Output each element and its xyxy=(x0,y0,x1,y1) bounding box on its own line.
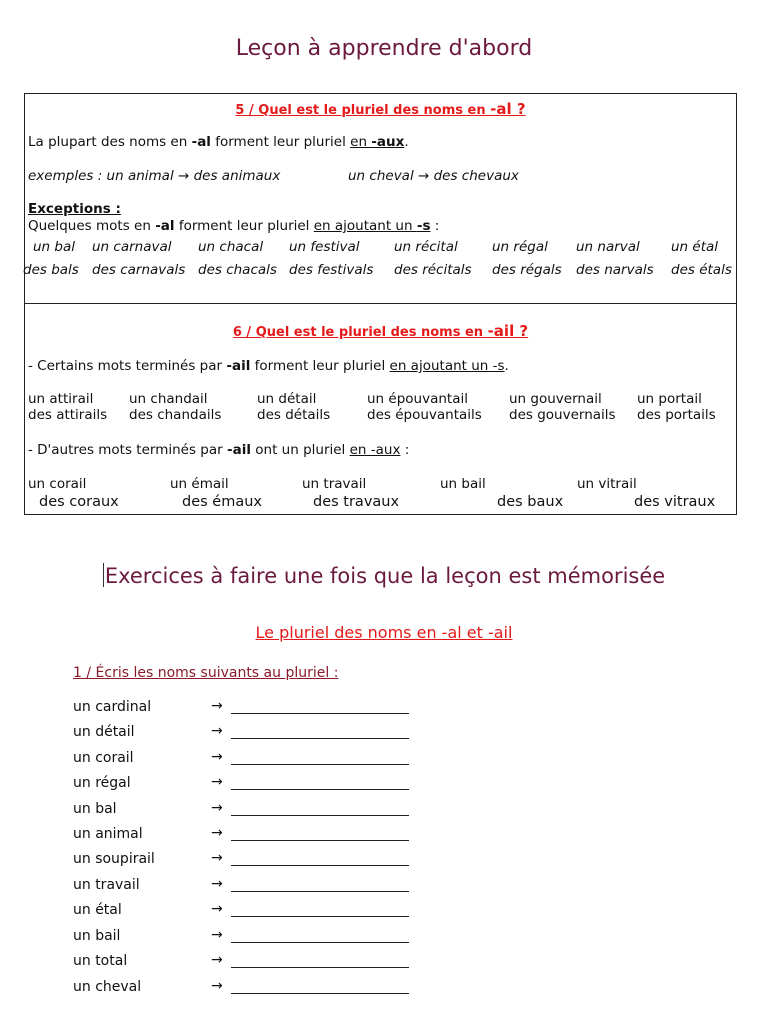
lesson-title: Leçon à apprendre d'abord xyxy=(235,36,533,61)
rule-text: ont un pluriel xyxy=(250,442,350,458)
ail-plural: des chandails xyxy=(129,407,222,423)
rule-text: : xyxy=(400,442,410,458)
exercises-title xyxy=(0,563,768,588)
rule-text: en xyxy=(350,134,372,150)
section5-heading-text: 5 / Quel est le pluriel des noms en xyxy=(235,103,491,118)
arrow-icon: → xyxy=(211,978,223,994)
answer-blank[interactable] xyxy=(231,764,409,765)
rule-emphasis xyxy=(314,218,431,234)
text-cursor xyxy=(103,563,104,587)
rule-suffix: -s xyxy=(416,218,431,234)
rule-suffix: -aux xyxy=(371,134,405,150)
exception-singular: un régal xyxy=(492,239,548,255)
exceptions-label: Exceptions : xyxy=(28,201,121,217)
section-divider xyxy=(25,303,736,304)
aux-singular: un bail xyxy=(440,476,486,492)
aux-plural: des émaux xyxy=(182,494,262,510)
rule-text: forment leur pluriel xyxy=(174,218,314,234)
exception-singular: un bal xyxy=(33,239,75,255)
section5-example1: exemples : un animal → des animaux xyxy=(28,168,281,184)
rule-text: - D'autres mots terminés par xyxy=(28,442,227,458)
exercise-word: un bail xyxy=(73,928,121,944)
ail-singular: un épouvantail xyxy=(367,391,468,407)
ail-singular: un gouvernail xyxy=(509,391,602,407)
rule-text: Quelques mots en xyxy=(28,218,156,234)
section5-rule xyxy=(28,134,409,150)
section5-heading-suffix: -al ? xyxy=(490,100,526,118)
exercise-word: un régal xyxy=(73,775,131,791)
exercise-question: 1 / Écris les noms suivants au pluriel : xyxy=(73,665,339,681)
rule-text: : xyxy=(430,218,440,234)
rule-suffix: -ail xyxy=(227,442,251,458)
exception-plural: des narvals xyxy=(576,262,654,278)
aux-plural: des travaux xyxy=(313,494,400,510)
ail-singular: un détail xyxy=(257,391,317,407)
rule-suffix: -al xyxy=(191,134,211,150)
exception-plural: des carnavals xyxy=(92,262,186,278)
exception-singular: un récital xyxy=(394,239,458,255)
rule-suffix: -ail xyxy=(226,358,251,374)
arrow-icon: → xyxy=(211,825,223,841)
arrow-icon: → xyxy=(211,952,223,968)
exception-singular: un chacal xyxy=(198,239,264,255)
arrow-icon: → xyxy=(211,901,223,917)
aux-plural: des baux xyxy=(497,494,564,510)
answer-blank[interactable] xyxy=(231,865,409,866)
arrow-icon: → xyxy=(211,749,223,765)
arrow-icon: → xyxy=(211,774,223,790)
aux-singular: un travail xyxy=(302,476,367,492)
answer-blank[interactable] xyxy=(231,815,409,816)
rule-text: . xyxy=(504,358,509,374)
rule-suffix: -al xyxy=(155,218,175,234)
exception-singular: un carnaval xyxy=(92,239,172,255)
answer-blank[interactable] xyxy=(231,916,409,917)
section6-rule1 xyxy=(28,358,509,374)
aux-plural: des vitraux xyxy=(634,494,716,510)
exercise-word: un cardinal xyxy=(73,699,152,715)
section5-heading xyxy=(25,100,736,118)
rule-text: - Certains mots terminés par xyxy=(28,358,227,374)
exceptions-rule xyxy=(28,218,439,234)
exercise-subtitle: Le pluriel des noms en -al et -ail xyxy=(255,623,513,642)
arrow-icon: → xyxy=(211,698,223,714)
ail-plural: des détails xyxy=(257,407,331,423)
exercise-word: un animal xyxy=(73,826,143,842)
section6-heading-text: 6 / Quel est le pluriel des noms en xyxy=(232,325,488,340)
exercise-word: un total xyxy=(73,953,128,969)
exception-plural: des récitals xyxy=(394,262,472,278)
answer-blank[interactable] xyxy=(231,993,409,994)
section5-example2: un cheval → des chevaux xyxy=(348,168,519,184)
answer-blank[interactable] xyxy=(231,891,409,892)
ail-singular: un chandail xyxy=(129,391,208,407)
exception-singular: un narval xyxy=(576,239,640,255)
ail-plural: des attirails xyxy=(28,407,108,423)
exception-plural: des festivals xyxy=(289,262,374,278)
exercise-word: un soupirail xyxy=(73,851,155,867)
arrow-icon: → xyxy=(211,850,223,866)
aux-singular: un vitrail xyxy=(577,476,637,492)
ail-plural: des gouvernails xyxy=(509,407,616,423)
ail-singular: un attirail xyxy=(28,391,94,407)
aux-plural: des coraux xyxy=(39,494,119,510)
ail-singular: un portail xyxy=(637,391,702,407)
section6-heading-suffix: -ail ? xyxy=(487,322,529,340)
exercise-word: un bal xyxy=(73,801,117,817)
exception-singular: un festival xyxy=(289,239,360,255)
section6-rule2 xyxy=(28,442,409,458)
answer-blank[interactable] xyxy=(231,789,409,790)
exception-plural: des étals xyxy=(671,262,732,278)
answer-blank[interactable] xyxy=(231,738,409,739)
exercise-word: un étal xyxy=(73,902,122,918)
answer-blank[interactable] xyxy=(231,840,409,841)
rule-text: La plupart des noms en xyxy=(28,134,192,150)
rule-text: forment leur pluriel xyxy=(250,358,390,374)
exercise-word: un cheval xyxy=(73,979,142,995)
answer-blank[interactable] xyxy=(231,967,409,968)
exception-plural: des bals xyxy=(23,262,79,278)
answer-blank[interactable] xyxy=(231,713,409,714)
ail-plural: des épouvantails xyxy=(367,407,482,423)
exercise-word: un travail xyxy=(73,877,140,893)
answer-blank[interactable] xyxy=(231,942,409,943)
aux-singular: un émail xyxy=(170,476,229,492)
section6-heading xyxy=(25,322,736,340)
rule-emphasis: en ajoutant un -s xyxy=(389,358,505,374)
ail-plural: des portails xyxy=(637,407,716,423)
exception-plural: des chacals xyxy=(198,262,277,278)
rule-text: forment leur pluriel xyxy=(210,134,351,150)
exception-singular: un étal xyxy=(671,239,719,255)
rule-text: en ajoutant un xyxy=(313,218,417,234)
aux-singular: un corail xyxy=(28,476,87,492)
arrow-icon: → xyxy=(211,800,223,816)
exception-plural: des régals xyxy=(492,262,562,278)
arrow-icon: → xyxy=(211,876,223,892)
lesson-box xyxy=(24,93,737,515)
rule-emphasis xyxy=(350,134,404,150)
exercise-word: un corail xyxy=(73,750,134,766)
exercise-word: un détail xyxy=(73,724,135,740)
arrow-icon: → xyxy=(211,723,223,739)
arrow-icon: → xyxy=(211,927,223,943)
rule-emphasis: en -aux xyxy=(349,442,401,458)
exercises-title-text: Exercices à faire une fois que la leçon est mémorisée xyxy=(104,564,666,588)
rule-text: . xyxy=(404,134,409,150)
